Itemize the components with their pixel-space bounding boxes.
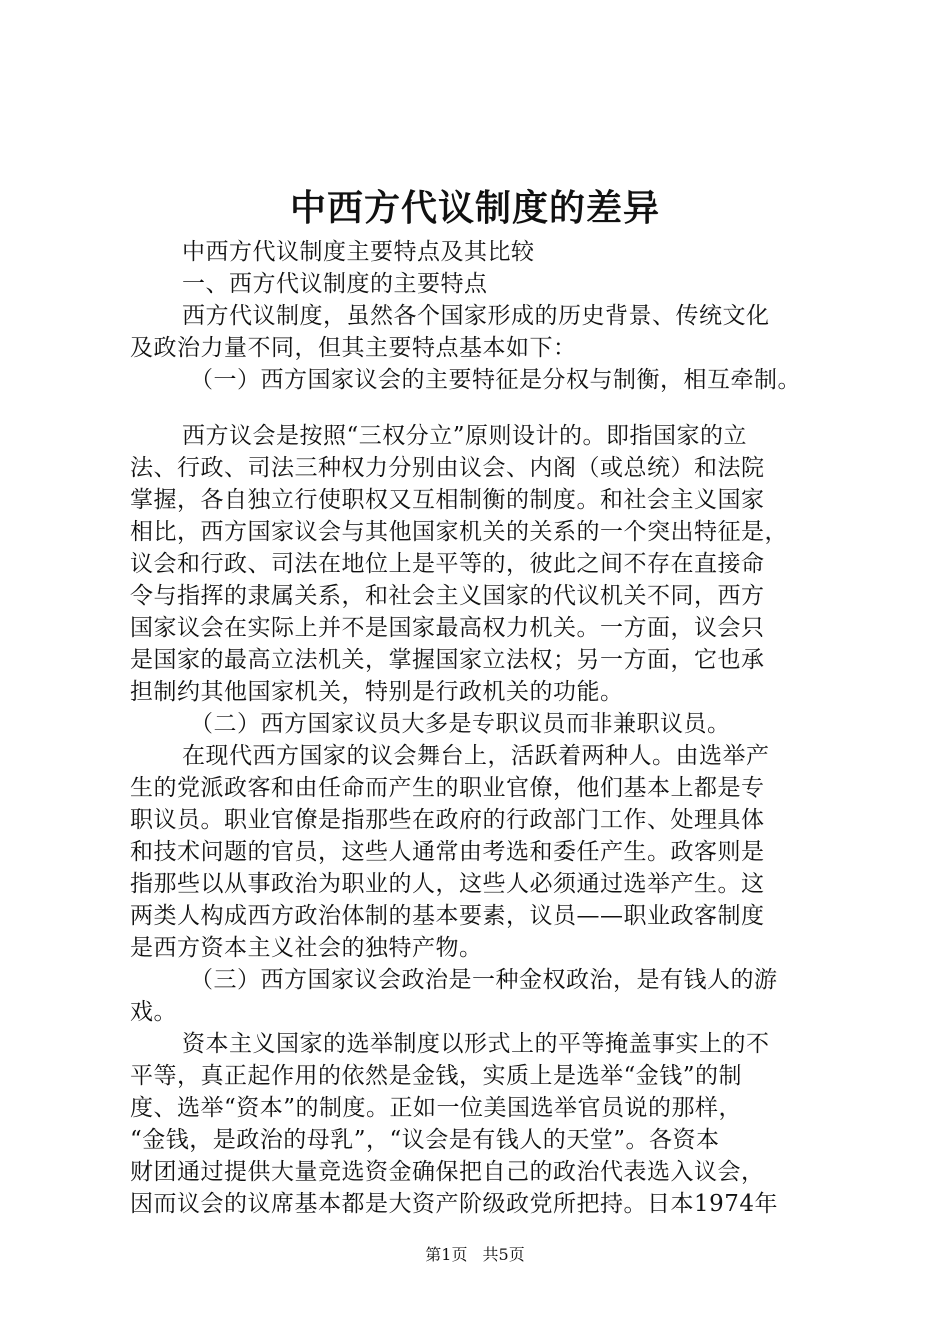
subheading-line: 戏。 (130, 999, 177, 1025)
paragraph-line: 西方代议制度，虽然各个国家形成的历史背景、传统文化 (182, 303, 770, 329)
paragraph-line: 在现代西方国家的议会舞台上，活跃着两种人。由选举产 (182, 743, 770, 769)
subheading-line: （一）西方国家议会的主要特征是分权与制衡，相互牵制。 (190, 367, 801, 393)
paragraph-line: 法、行政、司法三种权力分别由议会、内阁（或总统）和法院 (130, 455, 765, 481)
paragraph-line: 资本主义国家的选举制度以形式上的平等掩盖事实上的不 (182, 1031, 770, 1057)
paragraph-line: 议会和行政、司法在地位上是平等的，彼此之间不存在直接命 (130, 551, 765, 577)
paragraph-line: 令与指挥的隶属关系，和社会主义国家的代议机关不同，西方 (130, 583, 765, 609)
paragraph-line: 因而议会的议席基本都是大资产阶级政党所把持。日本1974年 (130, 1191, 779, 1217)
section-heading: 一、西方代议制度的主要特点 (182, 271, 488, 297)
paragraph-line: 指那些以从事政治为职业的人，这些人必须通过选举产生。这 (130, 871, 765, 897)
paragraph-line: 担制约其他国家机关，特别是行政机关的功能。 (130, 679, 624, 705)
paragraph-line: 和技术问题的官员，这些人通常由考选和委任产生。政客则是 (130, 839, 765, 865)
page-number: 第1页 (425, 1245, 468, 1264)
paragraph-line: 平等，真正起作用的依然是金钱，实质上是选举“金钱”的制 (130, 1063, 743, 1089)
paragraph-line: 掌握，各自独立行使职权又互相制衡的制度。和社会主义国家 (130, 487, 765, 513)
subtitle-line: 中西方代议制度主要特点及其比较 (182, 239, 535, 265)
paragraph-line: “金钱，是政治的母乳”，“议会是有钱人的天堂”。各资本 (130, 1127, 720, 1153)
paragraph-line: 及政治力量不同，但其主要特点基本如下： (130, 335, 577, 361)
paragraph-line: 度、选举“资本”的制度。正如一位美国选举官员说的那样， (130, 1095, 743, 1121)
paragraph-line: 相比，西方国家议会与其他国家机关的关系的一个突出特征是， (130, 519, 788, 545)
subheading-line: （二）西方国家议员大多是专职议员而非兼职议员。 (190, 711, 731, 737)
paragraph-line: 职议员。职业官僚是指那些在政府的行政部门工作、处理具体 (130, 807, 765, 833)
paragraph-line: 国家议会在实际上并不是国家最高权力机关。一方面，议会只 (130, 615, 765, 641)
page-footer (0, 1244, 950, 1266)
subheading-line: （三）西方国家议会政治是一种金权政治，是有钱人的游 (190, 967, 778, 993)
paragraph-line: 两类人构成西方政治体制的基本要素，议员——职业政客制度 (130, 903, 765, 929)
paragraph-gap (130, 396, 834, 420)
paragraph-line: 西方议会是按照“三权分立”原则设计的。即指国家的立 (182, 423, 748, 449)
paragraph-line: 生的党派政客和由任命而产生的职业官僚，他们基本上都是专 (130, 775, 765, 801)
document-title: 中西方代议制度的差异 (289, 187, 660, 229)
document-body (130, 236, 834, 1220)
paragraph-line: 财团通过提供大量竞选资金确保把自己的政治代表选入议会， (130, 1159, 765, 1185)
paragraph-line: 是国家的最高立法机关，掌握国家立法权；另一方面，它也承 (130, 647, 765, 673)
page-total: 共5页 (482, 1245, 525, 1264)
paragraph-line: 是西方资本主义社会的独特产物。 (130, 935, 483, 961)
